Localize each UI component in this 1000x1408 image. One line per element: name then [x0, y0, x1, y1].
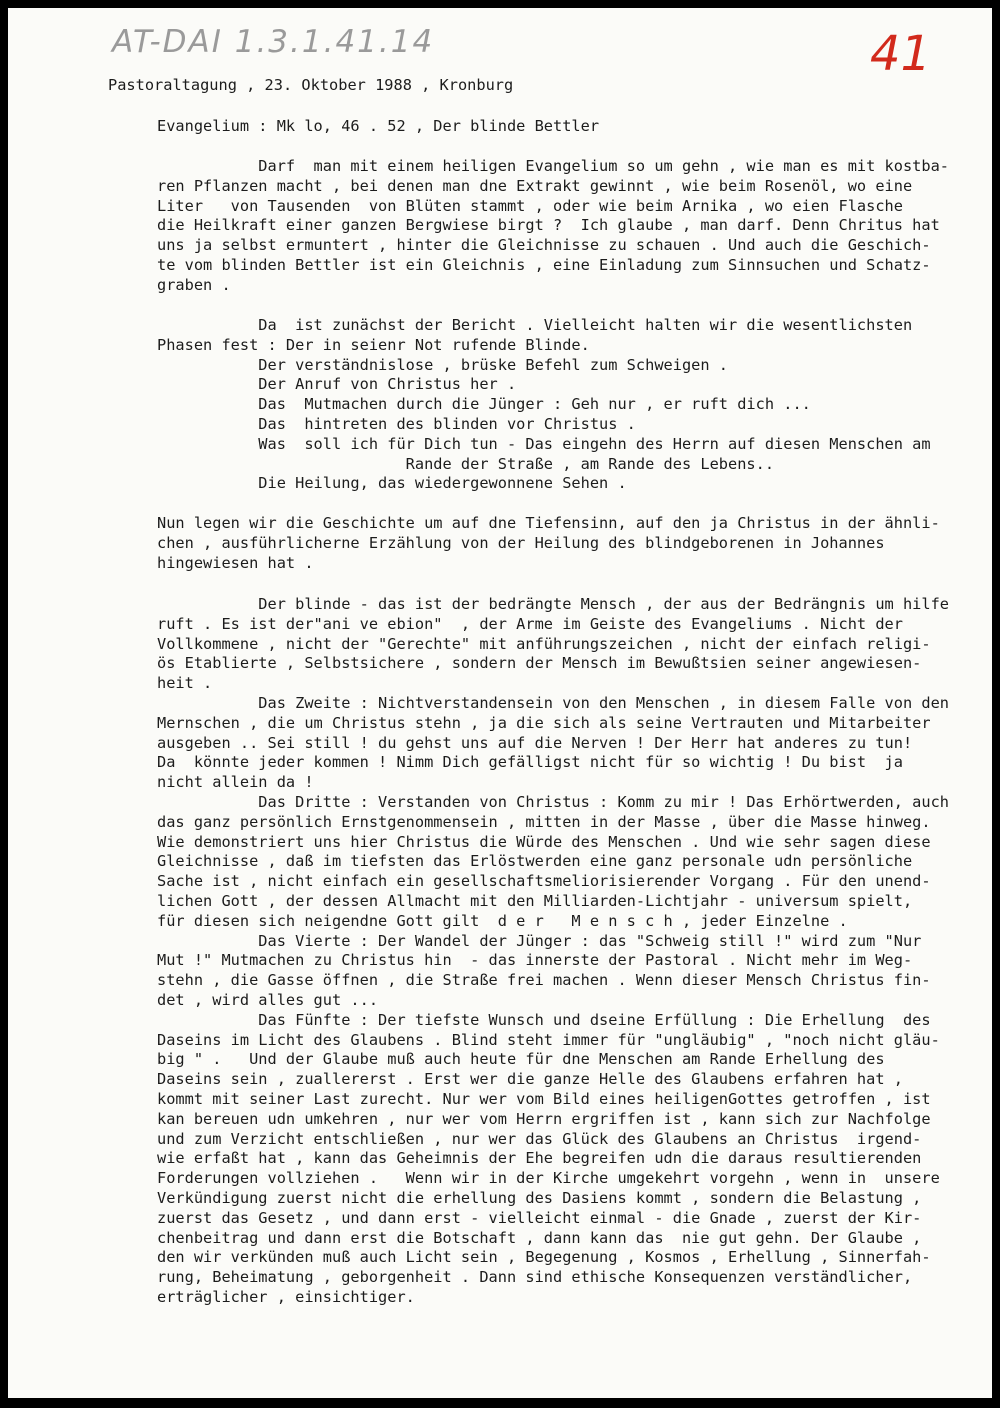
page-number: 41 [870, 26, 932, 82]
text-line: Phasen fest : Der in seienr Not rufende Blinde. [157, 335, 590, 354]
text-line: wie erfaßt hat , kann das Geheimnis der Ehe begreifen udn die daraus resultierenden [157, 1149, 922, 1168]
text-line: ausgeben .. Sei still ! du gehst uns auf die Nerven ! Der Herr hat anderes zu tun! [157, 733, 913, 752]
text-line: stehn , die Gasse öffnen , die Straße frei machen . Wenn dieser Mensch Christus fin- [157, 971, 931, 990]
text-line: chen , ausführlicherne Erzählung von der Heilung des blindgeborenen in Johannes [157, 533, 885, 552]
text-line: te vom blinden Bettler ist ein Gleichnis , eine Einladung zum Sinnsuchen und Schatz- [157, 256, 931, 274]
text-line: lichen Gott , der dessen Allmacht mit den Milliarden-Lichtjahr - universum spielt, [157, 892, 913, 910]
gospel-line: Evangelium : Mk lo, 46 . 52 , Der blinde Bettler [157, 117, 600, 135]
text-line: graben . [157, 275, 231, 294]
text-line: hingewiesen hat . [157, 553, 314, 572]
text-line: Vollkommene , nicht der "Gerechte" mit anführungszeichen , nicht der einfach religi- [157, 634, 931, 653]
text-line: Das hintreten des blinden vor Christus . [157, 415, 636, 433]
text-line: Das Dritte : Verstanden von Christus : Komm zu mir ! Das Erhörtwerden, auch [157, 793, 950, 811]
text-line: Rande der Straße , am Rande des Lebens.. [157, 454, 775, 473]
text-line: Der verständnislose , brüske Befehl zum Schweigen . [157, 355, 728, 374]
text-line: Darf man mit einem heiligen Evangelium so um gehn , wie man es mit kostba- [157, 157, 950, 175]
text-line: Forderungen vollziehen . Wenn wir in der Kirche umgekehrt vorgehn , wenn in unsere [157, 1169, 940, 1188]
text-line: das ganz persönlich Ernstgenommensein , mitten in der Masse , über die Masse hinweg. [157, 812, 931, 831]
text-line: kommt mit seiner Last zurecht. Nur wer vom Bild eines heiligenGottes getroffen , ist [157, 1090, 931, 1108]
text-line: heit . [157, 674, 213, 693]
text-line: Das Fünfte : Der tiefste Wunsch und dseine Erfüllung : Die Erhellung des [157, 1010, 931, 1029]
text-line: und zum Verzicht entschließen , nur wer das Glück des Glaubens an Christus irgend- [157, 1129, 922, 1148]
text-line: Wie demonstriert uns hier Christus die Würde des Menschen . Und wie sehr sagen diese [157, 832, 931, 851]
text-line: Nun legen wir die Geschichte um auf dne Tiefensinn, auf den ja Christus in der ähnli- [157, 514, 940, 532]
text-line: den wir verkünden muß auch Licht sein , Begegenung , Kosmos , Erhellung , Sinnerfah- [157, 1248, 931, 1267]
text-line: chenbeitrag und dann erst die Botschaft , dann kann das nie gut gehn. Der Glaube , [157, 1228, 922, 1247]
text-line: kan bereuen udn umkehren , nur wer vom Herrn ergriffen ist , kann sich zur Nachfolge [157, 1109, 931, 1128]
text-line: Das Mutmachen durch die Jünger : Geh nur , er ruft dich ... [157, 395, 811, 414]
text-line: Das Zweite : Nichtverstandensein von den Menschen , in diesem Falle von den [157, 694, 950, 712]
text-line: uns ja selbst ermuntert , hinter die Gleichnisse zu schauen . Und auch die Geschich- [157, 236, 931, 255]
text-line: Liter von Tausenden von Blüten stammt , oder wie beim Arnika , wo eien Flasche [157, 196, 903, 215]
text-line: big " . Und der Glaube muß auch heute für dne Menschen am Rande Erhellung des [157, 1050, 885, 1069]
header-line: Pastoraltagung , 23. Oktober 1988 , Kronburg [108, 76, 514, 94]
text-line: nicht allein da ! [157, 773, 314, 792]
text-line: Da ist zunächst der Bericht . Vielleicht halten wir die wesentlichsten [157, 316, 913, 334]
text-line: Daseins sein , zuallererst . Erst wer die ganze Helle des Glaubens erfahren hat , [157, 1070, 903, 1089]
text-line: Da könnte jeder kommen ! Nimm Dich gefälligst nicht für so wichtig ! Du bist ja [157, 753, 903, 772]
text-line: Sache ist , nicht einfach ein gesellschaftsmeliorisierender Vorgang . Für den unend- [157, 872, 931, 891]
text-line: die Heilkraft einer ganzen Bergwiese birgt ? Ich glaube , man darf. Denn Chritus hat [157, 216, 940, 235]
text-line: ös Etablierte , Selbstsichere , sondern der Mensch im Bewußtsien seiner angewiesen- [157, 654, 922, 673]
text-line: ruft . Es ist der"ani ve ebion" , der Arme im Geiste des Evangeliums . Nicht der [157, 614, 903, 633]
text-line: Mut !" Mutmachen zu Christus hin - das innerste der Pastoral . Nicht mehr im Weg- [157, 951, 913, 970]
text-line: Mernschen , die um Christus stehn , ja die sich als seine Vertrauten und Mitarbeiter [157, 713, 931, 732]
text-line: ren Pflanzen macht , bei denen man dne Extrakt gewinnt , wie beim Rosenöl, wo eine [157, 176, 913, 195]
text-line: Der Anruf von Christus her . [157, 375, 517, 394]
archive-stamp: AT-DAI 1.3.1.41.14 [112, 24, 435, 60]
text-line: erträglicher , einsichtiger. [157, 1288, 415, 1306]
text-line: Was soll ich für Dich tun - Das eingehn des Herrn auf diesen Menschen am [157, 434, 931, 453]
text-line: Daseins im Licht des Glaubens . Blind steht immer für "ungläubig" , "noch nicht gläu- [157, 1030, 940, 1049]
text-line: Der blinde - das ist der bedrängte Mensch , der aus der Bedrängnis um hilfe [157, 595, 950, 613]
text-line: Die Heilung, das wiedergewonnene Sehen . [157, 474, 627, 493]
text-line: Das Vierte : Der Wandel der Jünger : das "Schweig still !" wird zum "Nur [157, 931, 922, 950]
text-line: zuerst das Gesetz , und dann erst - vielleicht einmal - die Gnade , zuerst der Kir- [157, 1208, 922, 1227]
text-line: rung, Beheimatung , geborgenheit . Dann sind ethische Konsequenzen verständlicher, [157, 1268, 913, 1287]
text-line: Verkündigung zuerst nicht die erhellung des Dasiens kommt , sondern die Belastung , [157, 1189, 922, 1207]
text-line: det , wird alles gut ... [157, 991, 379, 1009]
text-line: für diesen sich neigendne Gott gilt d e r M e n s c h , jeder Einzelne . [157, 911, 848, 930]
text-line: Gleichnisse , daß im tiefsten das Erlöstwerden eine ganz personale udn persönliche [157, 852, 913, 871]
